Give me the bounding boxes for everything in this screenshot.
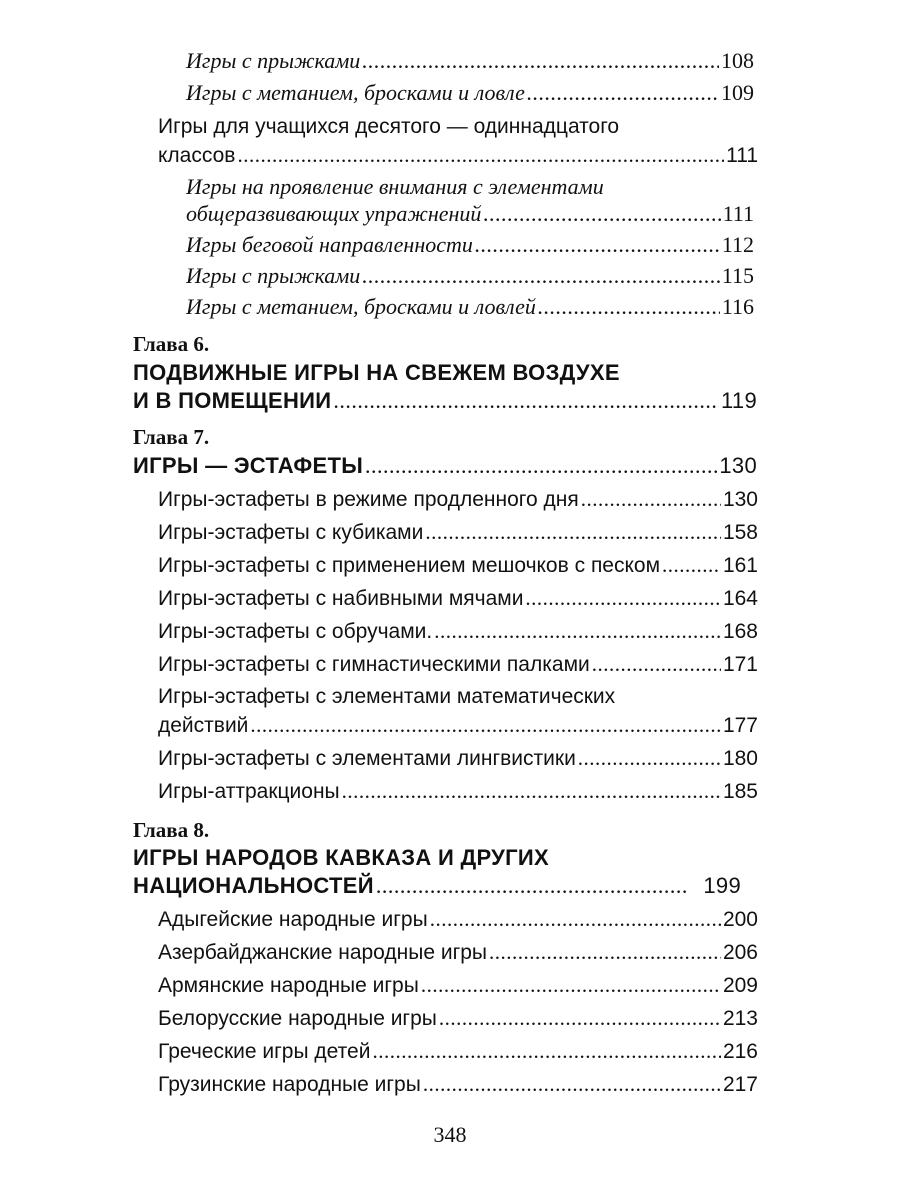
toc-entry-page: 171 — [722, 653, 758, 676]
toc-entry-label: Игры с метанием, бросками и ловле — [186, 80, 525, 105]
leader-dots — [362, 263, 720, 289]
toc-entry-page: 116 — [721, 294, 754, 319]
toc-entry[interactable] — [158, 1072, 758, 1097]
toc-entry-page: 112 — [721, 232, 754, 257]
toc-entry[interactable] — [158, 713, 758, 738]
toc-entry-page: 200 — [722, 908, 758, 931]
leader-dots — [662, 553, 721, 578]
toc-entry-page: 158 — [722, 521, 758, 544]
toc-entry-page: 180 — [722, 747, 758, 770]
toc-entry[interactable] — [158, 652, 758, 677]
leader-dots — [372, 1039, 721, 1064]
toc-entry[interactable] — [158, 973, 758, 998]
toc-entry-label: Игры-эстафеты с элементами лингвистики — [158, 747, 576, 770]
toc-entry-page: 108 — [721, 48, 754, 73]
leader-dots — [342, 779, 721, 804]
toc-entry[interactable] — [158, 779, 758, 804]
toc-entry-label: Греческие игры детей — [158, 1040, 371, 1063]
chapter-title-line1: ИГРЫ НАРОДОВ КАВКАЗА И ДРУГИХ — [133, 845, 550, 870]
leader-dots — [434, 619, 721, 644]
toc-entry-label: Адыгейские народные игры — [158, 908, 428, 931]
toc-entry[interactable] — [158, 746, 758, 771]
leader-dots — [333, 388, 719, 414]
toc-entry-page: 213 — [722, 1007, 758, 1030]
toc-entry-page: 111 — [722, 201, 754, 226]
toc-entry-page: 109 — [721, 80, 754, 105]
toc-entry-page: 209 — [722, 974, 758, 997]
leader-dots — [483, 201, 720, 227]
leader-dots — [592, 652, 721, 677]
toc-entry-label: Грузинские народные игры — [158, 1073, 421, 1096]
toc-entry[interactable] — [158, 487, 758, 512]
chapter-title-line1: ПОДВИЖНЫЕ ИГРЫ НА СВЕЖЕМ ВОЗДУХЕ — [133, 360, 620, 385]
toc-entry[interactable] — [186, 232, 754, 258]
toc-entry-page: 216 — [722, 1040, 758, 1063]
toc-entry-page: 168 — [722, 620, 758, 643]
leader-dots — [475, 232, 720, 258]
toc-entry-page: 185 — [722, 780, 758, 803]
leader-dots — [525, 586, 721, 611]
toc-entry-page: 130 — [722, 488, 758, 511]
toc-entry-label: Азербайджанские народные игры — [158, 941, 488, 964]
toc-entry-label: Белорусские народные игры — [158, 1007, 437, 1030]
toc-entry[interactable] — [158, 553, 758, 578]
toc-entry[interactable] — [186, 80, 754, 106]
leader-dots — [423, 1072, 721, 1097]
chapter-title-line2: НАЦИОНАЛЬНОСТЕЙ — [133, 873, 374, 898]
chapter-entry[interactable] — [133, 453, 757, 479]
toc-entry-label: общеразвивающих упражнений — [186, 201, 482, 226]
toc-entry-label: Игры беговой направленности — [186, 232, 473, 257]
chapter-number: Глава 7. — [133, 425, 210, 449]
toc-entry-page: 199 — [703, 873, 741, 898]
leader-dots — [362, 48, 719, 74]
toc-entry[interactable] — [186, 48, 754, 74]
toc-entry[interactable] — [158, 940, 758, 965]
toc-entry-page: 115 — [721, 263, 754, 288]
leader-dots — [421, 973, 721, 998]
leader-dots — [237, 143, 724, 168]
toc-entry-page: 206 — [722, 941, 758, 964]
toc-entry[interactable] — [158, 586, 758, 611]
leader-dots — [527, 80, 719, 106]
toc-entry-label: Армянские народные игры — [158, 974, 419, 997]
toc-entry-section[interactable] — [158, 143, 758, 168]
toc-entry[interactable] — [158, 907, 758, 932]
toc-entry-label: Игры-эстафеты с применением мешочков с песком — [158, 554, 661, 577]
leader-dots — [439, 1006, 721, 1031]
toc-entry-label: Игры-эстафеты с гимнастическими палками — [158, 653, 590, 676]
toc-entry-label: Игры с метанием, бросками и ловлей — [186, 294, 536, 319]
chapter-number: Глава 6. — [133, 332, 210, 356]
toc-entry[interactable] — [158, 1039, 758, 1064]
page-number: 348 — [433, 1122, 467, 1147]
leader-dots — [250, 713, 721, 738]
toc-entry-label: Игры-аттракционы — [158, 780, 340, 803]
leader-dots — [538, 294, 720, 320]
leader-dots — [365, 453, 717, 479]
chapter-number: Глава 8. — [133, 818, 210, 842]
leader-dots — [581, 487, 721, 512]
chapter-entry[interactable] — [133, 388, 757, 414]
subsection-title-line1: Игры на проявление внимания с элементами — [186, 174, 604, 199]
toc-entry-page: 177 — [722, 714, 758, 737]
toc-entry[interactable] — [186, 294, 754, 320]
toc-entry-page: 217 — [722, 1073, 758, 1096]
toc-entry-label: Игры с прыжками — [186, 263, 361, 288]
toc-entry-page: 164 — [722, 587, 758, 610]
toc-entry-label: действий — [158, 714, 249, 737]
toc-entry-page: 161 — [722, 554, 758, 577]
toc-entry-label: классов — [158, 144, 236, 167]
leader-dots — [489, 940, 721, 965]
toc-entry[interactable] — [158, 1006, 758, 1031]
toc-entry-label: Игры-эстафеты с набивными мячами — [158, 587, 524, 610]
leader-dots — [376, 873, 690, 899]
toc-entry-page: 111 — [726, 144, 758, 167]
toc-entry[interactable] — [186, 201, 754, 227]
toc-entry[interactable] — [158, 520, 758, 545]
toc-entry-label: Игры с прыжками — [186, 48, 361, 73]
leader-dots — [425, 520, 721, 545]
toc-entry-label: Игры-эстафеты с обручами. — [158, 620, 433, 643]
toc-entry[interactable] — [186, 263, 754, 289]
toc-entry-label: Игры-эстафеты с кубиками — [158, 521, 424, 544]
toc-entry[interactable] — [158, 619, 758, 644]
toc-entry-label-line1: Игры-эстафеты с элементами математических — [158, 685, 616, 708]
chapter-title: ИГРЫ — ЭСТАФЕТЫ — [133, 453, 364, 478]
chapter-entry[interactable] — [133, 873, 741, 899]
toc-entry-page: 130 — [719, 453, 757, 478]
section-title-line1: Игры для учащихся десятого — одиннадцатого — [158, 115, 620, 138]
toc-entry-page: 119 — [721, 388, 757, 413]
toc-entry-label: Игры-эстафеты в режиме продленного дня — [158, 488, 579, 511]
leader-dots — [578, 746, 721, 771]
chapter-title-line2: И В ПОМЕЩЕНИИ — [133, 388, 332, 413]
leader-dots — [430, 907, 721, 932]
